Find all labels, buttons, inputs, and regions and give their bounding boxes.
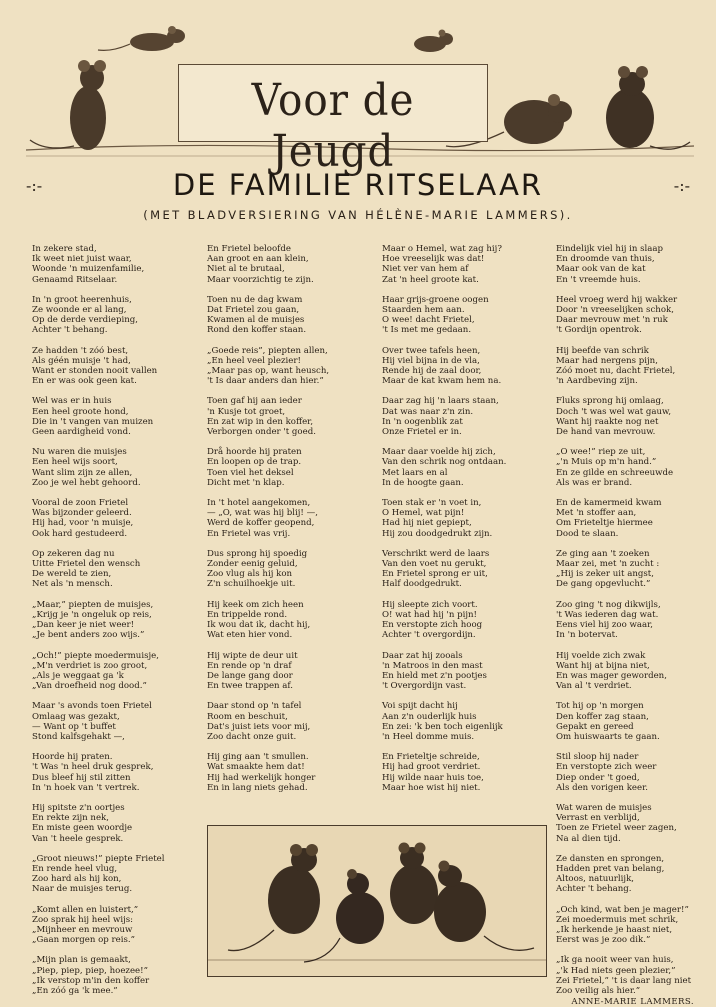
poem-line: Maar o Hemel, wat zag hij? bbox=[382, 244, 502, 254]
poem-line: Omlaag was gezakt, bbox=[32, 711, 120, 722]
poem-line: En Frietel beloofde bbox=[207, 244, 291, 254]
header-vignette bbox=[26, 22, 694, 177]
stanza bbox=[32, 752, 200, 793]
poem-line: Met 'n stoffer aan, bbox=[556, 508, 637, 519]
stanza bbox=[207, 295, 375, 336]
poem-line: Dat's juist iets voor mij, bbox=[207, 721, 311, 732]
poem-line: Van 't heele gesprek. bbox=[32, 833, 124, 844]
poem-line: „Je bent anders zoo wijs.” bbox=[32, 630, 145, 641]
stanza bbox=[382, 295, 550, 336]
poem-line: „Van droefheid nog dood.” bbox=[32, 681, 147, 692]
stanza bbox=[382, 549, 550, 590]
poem-line: En zei: 'k ben toch eigenlijk bbox=[382, 721, 503, 732]
author-signature: ANNE-MARIE LAMMERS. bbox=[571, 997, 694, 1007]
stanza bbox=[32, 498, 200, 539]
poem-line: Na al dien tijd. bbox=[556, 833, 621, 844]
poem-column-4 bbox=[556, 244, 706, 1007]
poem-line: „Ik verstop m'in den koffer bbox=[32, 975, 150, 986]
poem-line: Rende hij de zaal door, bbox=[382, 366, 482, 377]
poem-line: Doch 't was wel wat gauw, bbox=[556, 406, 672, 417]
poem-line: Maar had nergens pijn, bbox=[556, 355, 658, 366]
poem-line: Als was er brand. bbox=[556, 477, 633, 488]
poem-line: Zoo je wel hebt gehoord. bbox=[32, 477, 141, 488]
stanza bbox=[382, 396, 550, 437]
poem-line: „Ik herkende je haast niet, bbox=[556, 924, 673, 935]
poem-line: Dood te slaan. bbox=[556, 528, 619, 539]
poem-line: Net als 'n mensch. bbox=[32, 579, 113, 590]
poem-line: „'n Muis op m'n hand.” bbox=[556, 457, 657, 468]
poem-line: Toen ze Frietel weer zagen, bbox=[556, 823, 677, 834]
poem-line: Werd de koffer geopend, bbox=[207, 518, 315, 529]
poem-column-2 bbox=[207, 244, 375, 803]
poem-line: Eens viel hij zoo waar, bbox=[556, 620, 653, 631]
poem-line: En Frietel was vrij. bbox=[207, 528, 291, 539]
poem-line: Hij had werkelijk honger bbox=[207, 772, 316, 783]
title-banner bbox=[178, 64, 488, 177]
poem-line: Maar de kat kwam hem na. bbox=[382, 376, 502, 387]
poem-line: Maar hoe wist hij niet. bbox=[382, 782, 481, 793]
stanza bbox=[32, 854, 200, 895]
stanza bbox=[556, 346, 706, 387]
poem-line: En miste geen woordje bbox=[32, 823, 133, 834]
poem-line: 't Was 'n heel druk gesprek, bbox=[32, 762, 154, 773]
stanza bbox=[556, 244, 706, 285]
poem-line: 't Is met me gedaan. bbox=[382, 325, 472, 336]
poem-line: Want hij at bijna niet, bbox=[556, 660, 650, 671]
mouse-far-right bbox=[434, 861, 534, 951]
poem-line: — „O, wat was hij blij! —, bbox=[207, 508, 318, 519]
poem-line: Om huiswaarts te gaan. bbox=[556, 731, 660, 742]
poem-line: Een heel groote hond, bbox=[32, 406, 129, 417]
stanza bbox=[556, 955, 706, 996]
poem-line: Eindelijk viel hij in slaap bbox=[556, 244, 664, 254]
right-ornament: -:- bbox=[673, 176, 690, 195]
poem-line: Hij wilde naar huis toe, bbox=[382, 772, 484, 783]
poem-line: „Ik ga nooit weer van huis, bbox=[556, 955, 674, 966]
poem-line: Dus bleef hij stil zitten bbox=[32, 772, 131, 783]
stanza bbox=[382, 752, 550, 793]
poem-line: En droomde van thuis, bbox=[556, 254, 655, 265]
poem-line: Ze ging aan 't zoeken bbox=[556, 548, 650, 559]
poem-line: Zonder eenig geluid, bbox=[207, 559, 298, 570]
top-mouse-figure bbox=[98, 26, 185, 51]
poem-line: Van den voet nu gerukt, bbox=[382, 559, 487, 570]
poem-line: Hij keek om zich heen bbox=[207, 599, 304, 610]
poem-line: En verstopte zich hoog bbox=[382, 620, 483, 631]
page-title: DE FAMILIE RITSELAAR bbox=[172, 168, 544, 202]
poem-line: Een heel wijs soort, bbox=[32, 457, 118, 468]
poem-line: Stond kalfsgehakt —, bbox=[32, 731, 125, 742]
poem-line: Daar zag hij 'n laars staan, bbox=[382, 396, 499, 407]
poem-line: De gang opgevlucht.” bbox=[556, 579, 651, 590]
poem-line: „'k Had niets geen plezier,” bbox=[556, 965, 676, 976]
poem-line: En loopen op de trap. bbox=[207, 457, 302, 468]
stanza bbox=[207, 701, 375, 742]
poem-line: Maar daar voelde hij zich, bbox=[382, 447, 496, 458]
poem-line: „Dan keer je niet weer! bbox=[32, 620, 135, 631]
stanza bbox=[207, 447, 375, 488]
banner-title: Voor de Jeugd bbox=[251, 75, 415, 177]
poem-line: En verstopte zich weer bbox=[556, 762, 657, 773]
poem-line: O Hemel, wat pijn! bbox=[382, 508, 465, 519]
poem-line: En Frietel sprong er uit, bbox=[382, 569, 488, 580]
stanza bbox=[32, 955, 200, 996]
poem-line: Vooral de zoon Frietel bbox=[32, 498, 129, 509]
left-ornament: -:- bbox=[26, 176, 43, 195]
poem-line: Hoorde hij praten. bbox=[32, 752, 113, 763]
poem-line: Daar mevrouw met 'n ruk bbox=[556, 315, 668, 326]
poem-line: Onze Frietel er in. bbox=[382, 427, 462, 438]
poem-line: Genaamd Ritselaar. bbox=[32, 274, 118, 285]
poem-line: In zekere stad, bbox=[32, 244, 97, 254]
poem-line: Want er stonden nooit vallen bbox=[32, 366, 158, 377]
poem-line: En 't vreemde huis. bbox=[556, 274, 641, 285]
poem-line: Achter 't behang. bbox=[32, 325, 108, 336]
mice-illustration bbox=[207, 825, 547, 977]
poem-line: Dus sprong hij spoedig bbox=[207, 548, 308, 559]
poem-line: Dat Frietel zou gaan, bbox=[207, 305, 300, 316]
poem-line: Van den schrik nog ontdaan. bbox=[382, 457, 507, 468]
poem-line: „Groot nieuws!” piepte Frietel bbox=[32, 853, 165, 864]
poem-line: Maar ook van de kat bbox=[556, 264, 646, 275]
poem-line: Hij sleepte zich voort. bbox=[382, 599, 478, 610]
stanza bbox=[207, 752, 375, 793]
stanza bbox=[207, 346, 375, 387]
poem-line: Niet ver van hem af bbox=[382, 264, 469, 275]
stanza bbox=[207, 600, 375, 641]
poem-line: Want slim zijn ze allen, bbox=[32, 467, 133, 478]
stanza bbox=[556, 295, 706, 336]
poem-line: En ze gilde en schreeuwde bbox=[556, 467, 674, 478]
poem-line: Ik wou dat ik, dacht hij, bbox=[207, 620, 311, 631]
poem-line: Hij ging aan 't smullen. bbox=[207, 752, 309, 763]
poem-line: Zei Frietel,” 't is daar lang niet bbox=[556, 975, 692, 986]
poem-line: Ze woonde er al lang, bbox=[32, 305, 127, 316]
poem-line: Zoo vlug als hij kon bbox=[207, 569, 293, 580]
poem-line: Hoe vreeselijk was dat! bbox=[382, 254, 485, 265]
left-mouse-figure bbox=[30, 60, 106, 150]
stanza bbox=[32, 244, 200, 285]
poem-line: Op de derde verdieping, bbox=[32, 315, 139, 326]
poem-line: Nu waren die muisjes bbox=[32, 447, 127, 458]
poem-line: Verrast en verblijd, bbox=[556, 813, 640, 824]
poem-line: 't Overgordijn vast. bbox=[382, 681, 467, 692]
poem-line: Maar voorzichtig te zijn. bbox=[207, 274, 314, 285]
stanza bbox=[32, 701, 200, 742]
poem-line: En rekte zijn nek, bbox=[32, 813, 109, 824]
banner-mouse-figure bbox=[414, 30, 453, 53]
poem-line: Van al 't verdriet. bbox=[556, 681, 632, 692]
poem-line: „Gaan morgen op reis.” bbox=[32, 935, 135, 946]
poem-line: Room en beschuit, bbox=[207, 711, 288, 722]
poem-line: Naar de muisjes terug. bbox=[32, 884, 133, 895]
poem-line: Heel vroeg werd hij wakker bbox=[556, 294, 678, 305]
poem-line: Wel was er in huis bbox=[32, 396, 112, 407]
poem-line: Maar zei, met 'n zucht : bbox=[556, 559, 660, 570]
poem-line: De lange gang door bbox=[207, 670, 293, 681]
poem-line: Want hij raakte nog net bbox=[556, 416, 659, 427]
stanza bbox=[382, 600, 550, 641]
poem-line: Half doodgedrukt. bbox=[382, 579, 462, 590]
poem-line: „Als je weggaat ga 'k bbox=[32, 670, 124, 681]
poem-line: Zoo hard als hij kon, bbox=[32, 874, 122, 885]
poem-line: Hij had groot verdriet. bbox=[382, 762, 481, 773]
poem-line: 't Is daar anders dan hier.” bbox=[207, 376, 324, 387]
poem-line: 'n Matroos in den mast bbox=[382, 660, 483, 671]
poem-line: „Krijg je 'n ongeluk op reis, bbox=[32, 609, 152, 620]
poem-line: Hadden pret van belang, bbox=[556, 863, 665, 874]
poem-column-1 bbox=[32, 244, 200, 1006]
poem-line: Verschrikt werd de laars bbox=[382, 548, 490, 559]
stanza bbox=[32, 549, 200, 590]
stanza bbox=[556, 600, 706, 641]
poem-line: Stil sloop hij nader bbox=[556, 752, 639, 763]
poem-line: In 'n hoek van 't vertrek. bbox=[32, 782, 140, 793]
poem-line: Hij had, voor 'n muisje, bbox=[32, 518, 134, 529]
poem-line: Staarden hem aan. bbox=[382, 305, 465, 316]
poem-line: Altoos, natuurlijk, bbox=[556, 874, 635, 885]
poem-column-3 bbox=[382, 244, 550, 803]
stanza bbox=[207, 498, 375, 539]
poem-line: Op zekeren dag nu bbox=[32, 548, 115, 559]
poem-line: En rende op 'n draf bbox=[207, 660, 292, 671]
poem-line: Toen gaf hij aan ieder bbox=[207, 396, 302, 407]
poem-line: Gepakt en gereed bbox=[556, 721, 634, 732]
poem-line: Niet al te brutaal, bbox=[207, 264, 285, 275]
stanza bbox=[556, 498, 706, 539]
poem-line: En twee trappen af. bbox=[207, 681, 294, 692]
poem-line: Door 'n vreeselijken schok, bbox=[556, 305, 674, 316]
mice-etching bbox=[208, 826, 546, 976]
stanza bbox=[207, 396, 375, 437]
sitting-mouse-figure bbox=[606, 66, 690, 149]
mouse-right bbox=[390, 843, 438, 925]
poem-line: Fluks sprong hij omlaag, bbox=[556, 396, 664, 407]
poem-line: Was bijzonder geleerd. bbox=[32, 508, 132, 519]
poem-line: „En heel veel plezier! bbox=[207, 355, 301, 366]
poem-line: Aan z'n ouderlijk huis bbox=[382, 711, 477, 722]
poem-line: „Mijn plan is gemaakt, bbox=[32, 955, 131, 966]
poem-line: Maar 's avonds toen Frietel bbox=[32, 701, 152, 712]
stanza bbox=[556, 803, 706, 844]
poem-line: Daar zat hij zooals bbox=[382, 650, 463, 661]
poem-line: „Och!” piepte moedermuisje, bbox=[32, 650, 159, 661]
poem-line: In de hoogte gaan. bbox=[382, 477, 464, 488]
stanza bbox=[556, 651, 706, 692]
poem-line: „Mijnheer en mevrouw bbox=[32, 924, 133, 935]
poem-line: Hij voelde zich zwak bbox=[556, 650, 646, 661]
stanza bbox=[382, 447, 550, 488]
poem-line: In 'n oogenblik zat bbox=[382, 416, 463, 427]
poem-line: Drå hoorde hij praten bbox=[207, 447, 302, 458]
poem-line: Over twee tafels heen, bbox=[382, 345, 481, 356]
poem-line: Wat eten hier vond. bbox=[207, 630, 293, 641]
stanza bbox=[32, 600, 200, 641]
poem-line: Hij wipte de deur uit bbox=[207, 650, 298, 661]
poem-line: Ze hadden 't zóó best, bbox=[32, 345, 129, 356]
stanza bbox=[32, 396, 200, 437]
poem-line: Dat was naar z'n zin. bbox=[382, 406, 474, 417]
poem-line: Aan groot en aan klein, bbox=[207, 254, 309, 265]
stanza bbox=[556, 701, 706, 742]
poem-line: Tot hij op 'n morgen bbox=[556, 701, 644, 712]
poem-line: Hij viel bijna in de vla, bbox=[382, 355, 480, 366]
poem-line: Ze dansten en sprongen, bbox=[556, 853, 665, 864]
stanza bbox=[382, 244, 550, 285]
poem-line: 'n Heel domme muis. bbox=[382, 731, 475, 742]
poem-line: En in lang niets gehad. bbox=[207, 782, 308, 793]
stanza bbox=[556, 752, 706, 793]
poem-line: Zat 'n heel groote kat. bbox=[382, 274, 479, 285]
stanza bbox=[32, 905, 200, 946]
poem-line: En hield met z'n pootjes bbox=[382, 670, 487, 681]
stanza bbox=[556, 905, 706, 946]
mouse-left bbox=[228, 844, 320, 951]
poem-line: Haar grijs-groene oogen bbox=[382, 294, 489, 305]
poem-line: „En zóó ga 'k mee.” bbox=[32, 985, 118, 996]
poem-line: 'n Aardbeving zijn. bbox=[556, 376, 638, 387]
poem-line: De wereld te zien, bbox=[32, 569, 112, 580]
poem-line: Daar stond op 'n tafel bbox=[207, 701, 302, 712]
poem-line: En rende heel vlug, bbox=[32, 863, 118, 874]
poem-line: Als géén muisje 't had, bbox=[32, 355, 131, 366]
poem-line: „Hij is zeker uit angst, bbox=[556, 569, 654, 580]
poem-line: „O wee!” riep ze uit, bbox=[556, 447, 646, 458]
poem-line: 'n Kusje tot groet, bbox=[207, 406, 286, 417]
poem-line: Achter 't overgordijn. bbox=[382, 630, 476, 641]
poem-line: En Frieteltje schreide, bbox=[382, 752, 480, 763]
stanza bbox=[32, 447, 200, 488]
poem-line: Als den vorigen keer. bbox=[556, 782, 648, 793]
poem-line: Dicht met 'n klap. bbox=[207, 477, 285, 488]
poem-line: Die in 't vangen van muizen bbox=[32, 416, 154, 427]
poem-line: Zoo sprak hij heel wijs: bbox=[32, 914, 134, 925]
poem-line: „Och kind, wat ben je mager!” bbox=[556, 904, 689, 915]
poem-line: Uitte Frietel den wensch bbox=[32, 559, 141, 570]
stanza bbox=[556, 447, 706, 488]
stanza bbox=[32, 803, 200, 844]
poem-line: Woonde 'n muizenfamilie, bbox=[32, 264, 145, 275]
poem-line: Zoo veilig als hier.” bbox=[556, 985, 641, 996]
stanza bbox=[32, 295, 200, 336]
poem-line: Hij beefde van schrik bbox=[556, 345, 649, 356]
stanza bbox=[207, 651, 375, 692]
poem-line: 't Was iederen dag wat. bbox=[556, 609, 659, 620]
poem-line: „Komt allen en luistert,” bbox=[32, 904, 139, 915]
poem-line: — Want op 't buffet bbox=[32, 721, 116, 732]
stanza bbox=[556, 854, 706, 895]
poem-line: „Maar,” piepten de muisjes, bbox=[32, 599, 154, 610]
poem-line: Wat smaakte hem dat! bbox=[207, 762, 305, 773]
poem-line: Hij zou doodgedrukt zijn. bbox=[382, 528, 493, 539]
poem-line: Den koffer zag staan, bbox=[556, 711, 649, 722]
stanza bbox=[382, 651, 550, 692]
poem-line: Met laars en al bbox=[382, 467, 448, 478]
poem-line: Rond den koffer staan. bbox=[207, 325, 307, 336]
poem-line: Toen stak er 'n voet in, bbox=[382, 498, 482, 509]
poem-line: En de kamermeid kwam bbox=[556, 498, 662, 509]
poem-line: „M'n verdriet is zoo groot, bbox=[32, 660, 148, 671]
poem-line: Achter 't behang. bbox=[556, 884, 632, 895]
poem-line: En zat wip in den koffer, bbox=[207, 416, 314, 427]
poem-line: In 'n botervat. bbox=[556, 630, 618, 641]
poem-line: Zóó moet nu, dacht Frietel, bbox=[556, 366, 676, 377]
poem-line: Zoo dacht onze guit. bbox=[207, 731, 297, 742]
stanza bbox=[556, 549, 706, 590]
poem-line: Z'n schuilhoekje uit. bbox=[207, 579, 296, 590]
stanza bbox=[32, 346, 200, 387]
poem-line: Hij spitste z'n oortjes bbox=[32, 802, 125, 813]
poem-line: En er was ook geen kat. bbox=[32, 376, 137, 387]
stanza bbox=[382, 498, 550, 539]
poem-line: „Goede reis”, piepten allen, bbox=[207, 345, 328, 356]
poem-line: Ook hard gestudeerd. bbox=[32, 528, 128, 539]
poem-line: Toen nu de dag kwam bbox=[207, 294, 303, 305]
stanza bbox=[382, 701, 550, 742]
poem-line: O wee! dacht Frietel, bbox=[382, 315, 475, 326]
poem-line: Om Frieteltje hiermee bbox=[556, 518, 653, 529]
poem-line: Geen aardigheid vond. bbox=[32, 427, 131, 438]
poem-line: Zei moedermuis met schrik, bbox=[556, 914, 679, 925]
poem-line: En was mager geworden, bbox=[556, 670, 667, 681]
poem-line: Toen viel het deksel bbox=[207, 467, 294, 478]
poem-line: Had hij niet gepiept, bbox=[382, 518, 472, 529]
stanza bbox=[207, 244, 375, 285]
poem-line: In 't hotel aangekomen, bbox=[207, 498, 311, 509]
poem-line: Verborgen onder 't goed. bbox=[207, 427, 316, 438]
poem-line: 't Gordijn opentrok. bbox=[556, 325, 642, 336]
poem-line: De hand van mevrouw. bbox=[556, 427, 656, 438]
poem-line: „Maar pas op, want heusch, bbox=[207, 366, 330, 377]
poem-line: Diep onder 't goed, bbox=[556, 772, 640, 783]
poem-line: Ik weet niet juist waar, bbox=[32, 254, 132, 265]
poem-line: Zoo ging 't nog dikwijls, bbox=[556, 599, 661, 610]
poem-line: In 'n groot heerenhuis, bbox=[32, 294, 132, 305]
page-subtitle: (MET BLADVERSIERING VAN HÉLÈNE-MARIE LAMMERS). bbox=[143, 208, 573, 222]
poem-line: En trippelde rond. bbox=[207, 609, 288, 620]
poem-line: Kwamen al de muisjes bbox=[207, 315, 305, 326]
poem-line: „Piep, piep, piep, hoezee!” bbox=[32, 965, 148, 976]
poem-line: Eerst was je zoo dik.” bbox=[556, 935, 651, 946]
stanza bbox=[382, 346, 550, 387]
stanza bbox=[556, 396, 706, 437]
poem-line: O! wat had hij 'n pijn! bbox=[382, 609, 477, 620]
stanza bbox=[207, 549, 375, 590]
poem-line: Wat waren de muisjes bbox=[556, 802, 652, 813]
stanza bbox=[32, 651, 200, 692]
poem-line: Voi spijt dacht hij bbox=[382, 701, 458, 712]
